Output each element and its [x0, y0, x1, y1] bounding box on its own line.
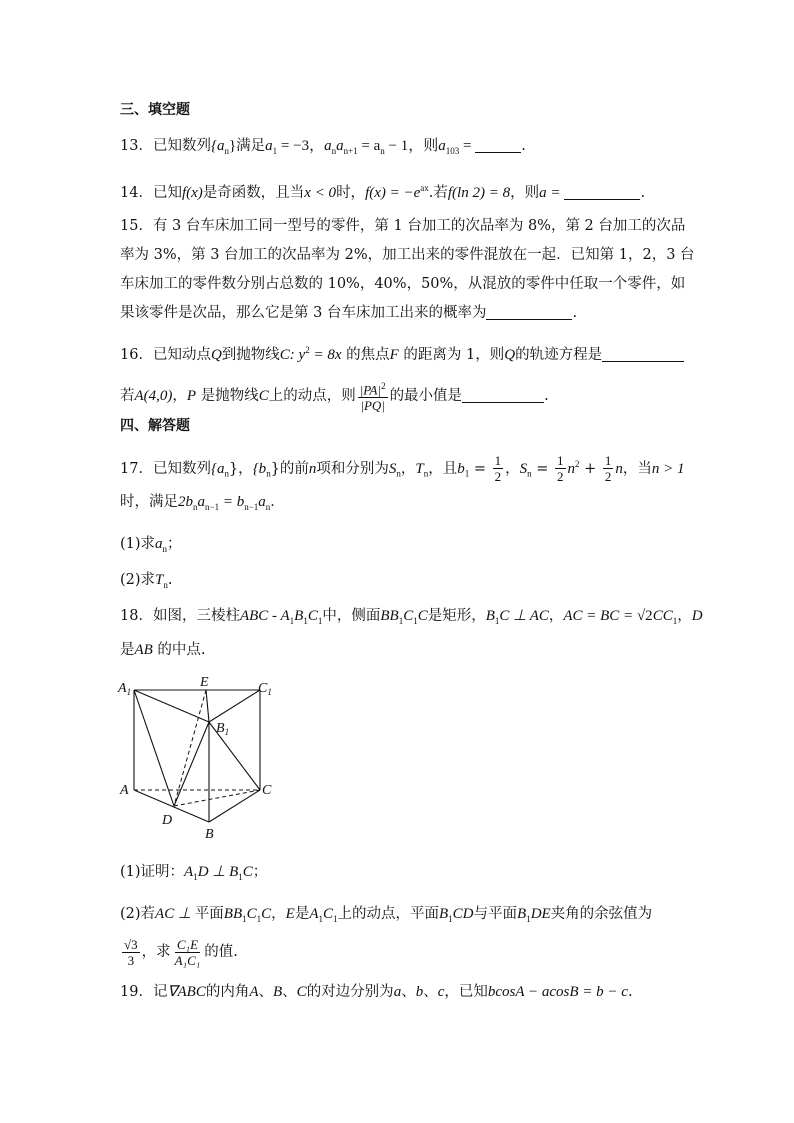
q18-face-s1: 1 — [398, 615, 404, 626]
section-title-fill-blank: 三、填空题 — [120, 102, 190, 118]
q18-part2-fs1: 1 — [242, 913, 247, 924]
q16-frac-num-sup: 2 — [381, 380, 386, 391]
q17-seq-a-sub: n — [224, 468, 229, 479]
q17-half-3-den: 2 — [604, 469, 612, 485]
q14-cond: x < 0 — [304, 184, 337, 201]
q17-rel-sub4: n — [265, 502, 271, 512]
q18-part2-e: 上的动点，平面 — [337, 906, 439, 922]
q18-line2-b: 的中点. — [152, 642, 206, 658]
q19-sep3: 、 — [401, 984, 416, 1000]
q17-rel-sub1: n — [193, 502, 198, 512]
q18-part2-ss1: 1 — [318, 913, 323, 924]
q13-cond2-sub1: n — [331, 146, 337, 156]
q17-eq: = — [469, 460, 491, 477]
q18-prism-s2: 1 — [303, 615, 308, 626]
q16-line2-b: ， — [172, 388, 187, 404]
q15-end: . — [572, 305, 578, 321]
prism-figure — [112, 672, 292, 842]
question-15-line-1: 15．有 3 台车床加工同一型号的零件，第 1 台加工的次品率为 8%，第 2 台加工的次品 — [120, 218, 686, 234]
q19-tri: ∇ABC — [167, 984, 206, 1000]
q18-part2-fs2: 1 — [256, 913, 262, 924]
q18-part2-g: 夹角的余弦值为 — [550, 906, 653, 922]
q18-text-e: ， — [677, 608, 692, 624]
q18-part2-f: 与平面 — [473, 906, 518, 922]
q18-part1-s1: 1 — [193, 871, 198, 882]
segment-e-b1 — [206, 690, 209, 722]
hidden-segment-e-d — [174, 690, 206, 806]
answer-blank-16a[interactable] — [602, 346, 684, 362]
q17-line2-a: 时，满足 — [120, 494, 178, 510]
q18-perp-s: 1 — [494, 615, 500, 626]
q17-part1-sub: n — [162, 543, 168, 554]
q13-cond2-sub3: n — [380, 146, 385, 156]
q18-part1-label: (1)证明： — [120, 864, 185, 880]
q14-formula-sup: ax — [420, 183, 429, 193]
q16-frac-den-text: |PQ| — [360, 398, 385, 414]
q13-cond1: a — [265, 138, 273, 154]
q18-part2-c: ， — [271, 906, 286, 922]
q18-D: D — [691, 608, 703, 624]
segment-b1-d — [174, 722, 209, 806]
q13-cond1-rest: = −3， — [277, 138, 325, 154]
label-B1: $B_1$ — [216, 721, 230, 737]
q18-line3-b: 的值. — [204, 944, 238, 960]
q18-ratio-fraction — [173, 937, 203, 968]
q17-T-sub: n — [423, 468, 429, 479]
q18-part1-end: ； — [252, 864, 268, 880]
q17-T: T — [415, 460, 424, 477]
q19-A: A — [249, 984, 259, 1000]
q17-S-2-sub: n — [527, 468, 532, 479]
q17-comma-2: ， — [505, 460, 520, 477]
question-18-line-2 — [120, 640, 684, 660]
q18-prism: ABC - A — [239, 608, 290, 624]
q18-eq-b: CC — [652, 608, 673, 624]
q17-half-2-num: 1 — [557, 453, 564, 469]
q18-text-d: ， — [548, 608, 564, 624]
q17-n: n — [308, 460, 317, 477]
q18-prism-b: B — [294, 608, 304, 624]
q13-text: 已知数列 — [152, 138, 211, 154]
question-15-line-3: 车床加工的零件数分别占总数的 10%，40%，50%，从混放的零件中任取一个零件，如 — [120, 276, 686, 292]
q18-prism-s1: 1 — [289, 615, 295, 626]
q19-C: C — [296, 984, 307, 1000]
q16-line2-a: 若 — [120, 388, 135, 404]
q16-P: P — [186, 388, 197, 404]
q18-face: BB — [380, 608, 399, 624]
q17-n2-sup: 2 — [575, 459, 580, 469]
q14-given: f(ln 2) = 8 — [447, 184, 511, 201]
q17-half-1-num: 1 — [494, 453, 502, 469]
q14-formula: f(x) = −e — [365, 184, 421, 201]
q16-Cname: C — [258, 388, 269, 404]
q18-prism-s3: 1 — [317, 615, 323, 626]
q18-text-a: 18．如图，三棱柱 — [120, 608, 240, 624]
q18-perp-rest: C ⊥ AC — [499, 608, 549, 624]
q13-ask: a — [438, 138, 446, 154]
q17-part2-sub: n — [163, 579, 168, 590]
q19-sa: a — [393, 984, 402, 1000]
q17-rel-a2: a — [258, 494, 266, 510]
q13-cond2-mid: a — [336, 138, 344, 154]
q18-text-c: 是矩形， — [427, 608, 486, 624]
q17-comma: ， — [400, 460, 416, 477]
q18-face-d: C — [417, 608, 428, 624]
q17-Sn-eq: = — [531, 460, 554, 477]
answer-blank-14[interactable] — [564, 184, 640, 200]
q16-A: A(4,0) — [134, 388, 173, 404]
answer-blank-16b[interactable] — [462, 387, 544, 403]
q17-part2-end: . — [167, 572, 173, 588]
q18-eq-a: AC = BC = — [563, 608, 637, 624]
q17-b1: b — [457, 460, 465, 477]
question-17-part-1 — [120, 534, 684, 559]
q17-seq-a-close: }， — [228, 460, 253, 477]
q18-part2-face3: C — [261, 906, 272, 922]
q18-part2-pl2: B — [517, 906, 527, 922]
q13-cond2-sub2: n+1 — [343, 146, 358, 156]
q19-sep2: 、 — [282, 984, 297, 1000]
q13-cond2-tail: − 1，则 — [384, 138, 439, 154]
section-title-answers: 四、解答题 — [120, 418, 190, 434]
q17-relation — [178, 494, 270, 510]
q17-S: S — [388, 460, 397, 477]
q17-seq-b-close: } — [270, 460, 280, 477]
q16-frac-num — [358, 379, 388, 398]
q18-part1-m2: D ⊥ B — [197, 864, 239, 880]
q18-part2-pl2s: 1 — [526, 913, 531, 924]
q15-line4-text: 果该零件是次品，那么它是第 3 台车床加工出来的概率为 — [120, 305, 487, 321]
q18-perp: B — [485, 608, 495, 624]
q18-face-s2: 1 — [413, 615, 418, 626]
q16-line2-d: 上的动点，则 — [268, 388, 356, 404]
q16-text-e: 的轨迹方程是 — [515, 346, 603, 363]
q17-rel-eq: = b — [219, 494, 245, 510]
q17-part1-label: (1)求 — [120, 536, 156, 552]
q17-text-b: 的前 — [279, 460, 309, 477]
q19-sep1: 、 — [258, 984, 273, 1000]
q19-B: B — [273, 984, 283, 1000]
q13-seq-sub: n — [224, 146, 229, 156]
q13-ask-sub: 103 — [445, 146, 460, 156]
q19-sc: c — [437, 984, 445, 1000]
q16-line2-c: 是抛物线 — [196, 388, 259, 404]
q18-part1-m: A — [184, 864, 194, 880]
q17-n2: n — [567, 460, 576, 477]
q18-part2-face: BB — [223, 906, 243, 922]
label-D: D — [162, 813, 173, 828]
q18-text-b: 中，侧面 — [322, 608, 381, 624]
q19-e: 的对边分别为 — [306, 984, 394, 1000]
q17-n1: n — [615, 460, 623, 477]
q17-half-3 — [603, 453, 614, 484]
q17-plus: + — [579, 460, 601, 477]
q17-cond: n > 1 — [651, 460, 685, 477]
q17-rel-2b: 2b — [178, 494, 193, 510]
q14-number: 14． — [120, 184, 153, 201]
q18-ratio-den: A₁C₁ — [174, 952, 201, 968]
q17-S-sub: n — [396, 468, 401, 479]
q19-eq: bcosA − acosB = b − c — [487, 984, 628, 1000]
label-C1: $C_1$ — [258, 681, 272, 697]
question-17-line-2 — [120, 492, 684, 517]
q17-seq-b-sub: n — [266, 468, 271, 479]
q13-period: . — [521, 138, 526, 154]
q17-S-2: S — [519, 460, 528, 477]
q18-part2-seg2: C — [322, 906, 333, 922]
q14-ask: a = — [539, 184, 561, 201]
q16-text-c: 的焦点 — [341, 346, 390, 363]
q17-half-2 — [555, 453, 566, 484]
q13-number: 13． — [120, 138, 153, 154]
question-13 — [120, 136, 684, 161]
q17-b1-sub: 1 — [464, 468, 470, 479]
q18-part2-E: E — [285, 906, 295, 922]
label-A: A — [120, 783, 129, 798]
q13-cond1-sub: 1 — [272, 146, 278, 156]
question-14 — [120, 178, 684, 203]
q18-part1-m3: C — [242, 864, 253, 880]
q16-text-a: 16．已知动点 — [120, 346, 211, 363]
q16-Q: Q — [210, 346, 222, 363]
q14-fx: f(x) — [181, 184, 203, 201]
q17-rel-sub3: n−1 — [244, 502, 259, 512]
q14-text-d: .若 — [428, 184, 448, 201]
q13-seq-close: } — [228, 138, 237, 154]
question-16-line-1 — [120, 340, 684, 365]
q19-sb: b — [415, 984, 424, 1000]
q13-cond2-rest: = a — [357, 138, 381, 154]
q18-part2-seg: A — [309, 906, 319, 922]
q19-a: 19．记 — [120, 984, 168, 1000]
q16-parabola: C: y — [279, 346, 306, 363]
q16-text-b: 到抛物线 — [221, 346, 280, 363]
edge-c-b — [209, 790, 260, 822]
label-A1: $A_1$ — [118, 681, 132, 697]
q14-text-c: 时， — [336, 184, 366, 201]
q13-cond2: a — [324, 138, 332, 154]
q17-half-1-den: 2 — [494, 469, 502, 485]
q17-half-2-den: 2 — [557, 469, 564, 485]
edge-a1-b1 — [134, 690, 209, 722]
edge-c1-b1 — [209, 690, 260, 722]
q18-part2-m: AC ⊥ — [155, 906, 195, 922]
q16-frac-den — [358, 398, 386, 413]
q18-face-c: C — [403, 608, 414, 624]
q16-text-d: 的距离为 1，则 — [398, 346, 505, 363]
question-18-part-1 — [120, 862, 684, 887]
q18-part2-a: (2)若 — [120, 906, 156, 922]
q18-eq-s: 1 — [672, 615, 678, 626]
q18-part1-s2: 1 — [238, 871, 243, 882]
label-C: C — [262, 783, 272, 798]
q18-line2-a: 是 — [120, 642, 135, 658]
question-15-line-2: 率为 3%，第 3 台加工的次品率为 2%，加工出来的零件混放在一起．已知第 1，2，3 台 — [120, 247, 695, 263]
q16-end: . — [544, 388, 549, 404]
q18-sqrt2: √2 — [636, 608, 653, 624]
q18-part2-pl1b: CD — [452, 906, 474, 922]
q18-cos-fraction — [122, 937, 140, 968]
q13-text-b: 满足 — [236, 138, 266, 154]
q19-end: . — [627, 984, 633, 1000]
question-17-part-2 — [120, 570, 684, 595]
q18-part2-pl2b: DE — [530, 906, 551, 922]
q17-rel-a: a — [197, 494, 205, 510]
q17-part2-label: (2)求 — [120, 572, 156, 588]
q18-part2-face2: C — [246, 906, 257, 922]
q17-half-1 — [493, 453, 504, 484]
q17-seq-a: {a — [210, 460, 225, 477]
q17-part1-a: a — [155, 536, 163, 552]
q14-text-a: 已知 — [152, 184, 182, 201]
q17-text-a: 17．已知数列 — [120, 460, 211, 477]
q16-line2-e: 的最小值是 — [389, 388, 463, 404]
q17-line2-end: ． — [270, 494, 285, 510]
q14-text-b: 是奇函数，且当 — [202, 184, 305, 201]
q17-part1-end: ； — [167, 536, 182, 552]
q18-part2-ss2: 1 — [333, 913, 338, 924]
q17-part2-T: T — [155, 572, 164, 588]
q13-ask-eq: = — [459, 138, 476, 154]
q19-sep4: 、 — [423, 984, 438, 1000]
q17-text-c: 项和分别为 — [316, 460, 389, 477]
q19-b: 的内角 — [205, 984, 250, 1000]
q18-part2-pl1: B — [439, 906, 449, 922]
q18-line3-a: ，求 — [141, 944, 171, 960]
q17-rel-sub2: n−1 — [205, 502, 220, 512]
q17-text-d: ，且 — [428, 460, 458, 477]
q18-part2-d: 是 — [294, 906, 310, 922]
q17-text-e: ，当 — [622, 460, 652, 477]
answer-blank-13[interactable] — [475, 137, 521, 153]
q19-h: ，已知 — [444, 984, 488, 1000]
q18-cos-den: 3 — [127, 952, 135, 968]
q18-AB: AB — [134, 642, 153, 658]
question-18-line-1 — [120, 606, 703, 631]
q16-frac-num-text: |PA| — [359, 382, 382, 398]
q16-fraction — [358, 379, 388, 413]
q18-part2-pl1s: 1 — [448, 913, 453, 924]
q16-parabola-sup: 2 — [305, 345, 310, 355]
q18-cos-num: √3 — [124, 936, 138, 952]
q13-seq: {a — [210, 138, 225, 154]
question-16-line-2 — [120, 378, 684, 414]
segment-a1-d — [134, 690, 174, 806]
label-B: B — [205, 827, 214, 842]
question-19 — [120, 982, 684, 1002]
q16-F: F — [389, 346, 399, 363]
q18-prism-c: C — [307, 608, 318, 624]
q17-half-3-num: 1 — [604, 453, 612, 469]
answer-blank-15[interactable] — [486, 304, 572, 320]
q18-part2-b: 平面 — [194, 906, 224, 922]
q16-parabola-rest: = 8x — [309, 346, 342, 363]
q18-ratio-num: C₁E — [176, 936, 199, 952]
label-E: E — [200, 675, 209, 690]
q14-text-e: ，则 — [510, 184, 540, 201]
question-15-line-4 — [120, 303, 684, 323]
q16-Q-2: Q — [504, 346, 516, 363]
question-18-part-2-line-1 — [120, 904, 684, 929]
q17-seq-b: {b — [252, 460, 267, 477]
q14-end: . — [640, 184, 646, 201]
question-18-part-2-line-2 — [120, 934, 684, 974]
question-17-line-1 — [120, 446, 685, 485]
